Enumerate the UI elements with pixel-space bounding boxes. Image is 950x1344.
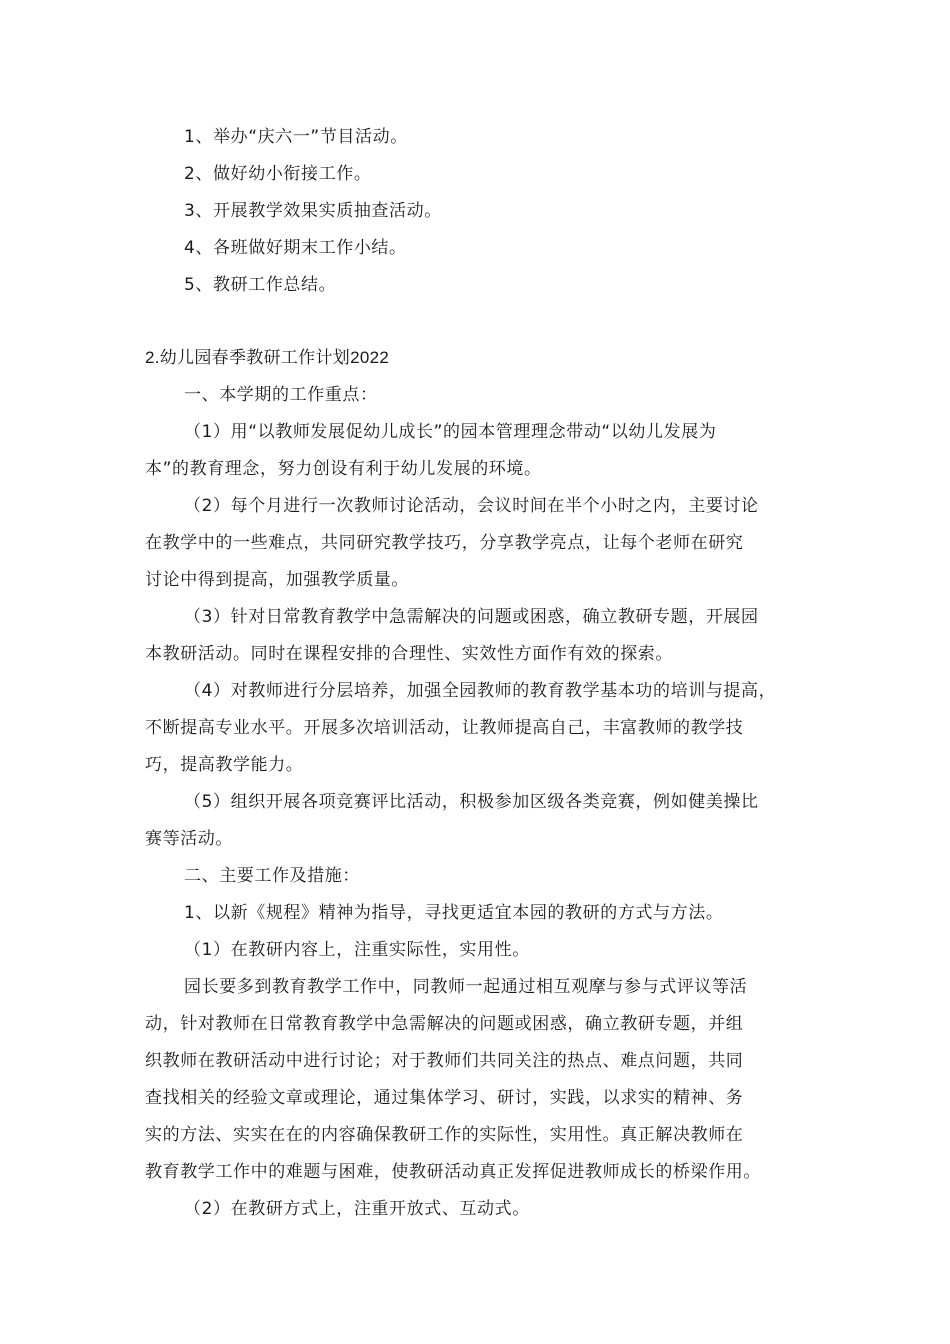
part2-heading: 二、主要工作及措施： [184, 866, 360, 886]
paragraph-6-line-5: 实的方法、实实在在的内容确保教研工作的实际性，实用性。真正解决教师在 [145, 1125, 744, 1145]
paragraph-6-line-3: 织教师在教研活动中进行讨论；对于教师们共同关注的热点、难点问题，共同 [145, 1051, 744, 1071]
paragraph-2-line-2: 在教学中的一些难点，共同研究教学技巧，分享教学亮点，让每个老师在研究 [145, 533, 744, 553]
paragraph-6-line-4: 查找相关的经验文章或理论，通过集体学习、研讨，实践，以求实的精神、务 [145, 1088, 744, 1108]
paragraph-2-line-1: （2）每个月进行一次教师讨论活动，会议时间在半个小时之内，主要讨论 [184, 496, 759, 516]
paragraph-2-line-3: 讨论中得到提高，加强教学质量。 [145, 570, 409, 590]
list-item-5: 5、教研工作总结。 [184, 275, 337, 295]
paragraph-4-line-1: （4）对教师进行分层培养，加强全园教师的教育教学基本功的培训与提高， [184, 681, 777, 701]
list-item-4: 4、各班做好期末工作小结。 [184, 238, 407, 258]
paragraph-5-line-1: （5）组织开展各项竞赛评比活动，积极参加区级各类竞赛，例如健美操比 [184, 792, 759, 812]
paragraph-3-line-2: 本教研活动。同时在课程安排的合理性、实效性方面作有效的探索。 [145, 644, 673, 664]
measure-sub-1: （1）在教研内容上，注重实际性，实用性。 [184, 940, 530, 960]
paragraph-4-line-3: 巧，提高教学能力。 [145, 755, 304, 775]
paragraph-6-line-2: 动，针对教师在日常教育教学中急需解决的问题或困惑，确立教研专题，并组 [145, 1014, 744, 1034]
section-title: 2.幼儿园春季教研工作计划2022 [145, 348, 390, 367]
list-item-1: 1、举办“庆六一”节目活动。 [184, 127, 408, 147]
paragraph-6-line-6: 教育教学工作中的难题与困难，使教研活动真正发挥促进教师成长的桥梁作用。 [145, 1162, 761, 1182]
paragraph-1-line-1: （1）用“以教师发展促幼儿成长”的园本管理理念带动“以幼儿发展为 [184, 422, 717, 442]
part1-heading: 一、本学期的工作重点： [184, 385, 378, 405]
list-item-2: 2、做好幼小衔接工作。 [184, 164, 372, 184]
measure-item-1: 1、以新《规程》精神为指导，寻找更适宜本园的教研的方式与方法。 [184, 903, 724, 923]
paragraph-4-line-2: 不断提高专业水平。开展多次培训活动，让教师提高自己，丰富教师的教学技 [145, 718, 744, 738]
paragraph-3-line-1: （3）针对日常教育教学中急需解决的问题或困惑，确立教研专题，开展园 [184, 607, 759, 627]
paragraph-5-line-2: 赛等活动。 [145, 829, 233, 849]
list-item-3: 3、开展教学效果实质抽查活动。 [184, 201, 442, 221]
paragraph-1-line-2: 本”的教育理念，努力创设有利于幼儿发展的环境。 [145, 459, 542, 479]
paragraph-6-line-1: 园长要多到教育教学工作中，同教师一起通过相互观摩与参与式评议等活 [184, 977, 748, 997]
measure-sub-2: （2）在教研方式上，注重开放式、互动式。 [184, 1199, 530, 1219]
